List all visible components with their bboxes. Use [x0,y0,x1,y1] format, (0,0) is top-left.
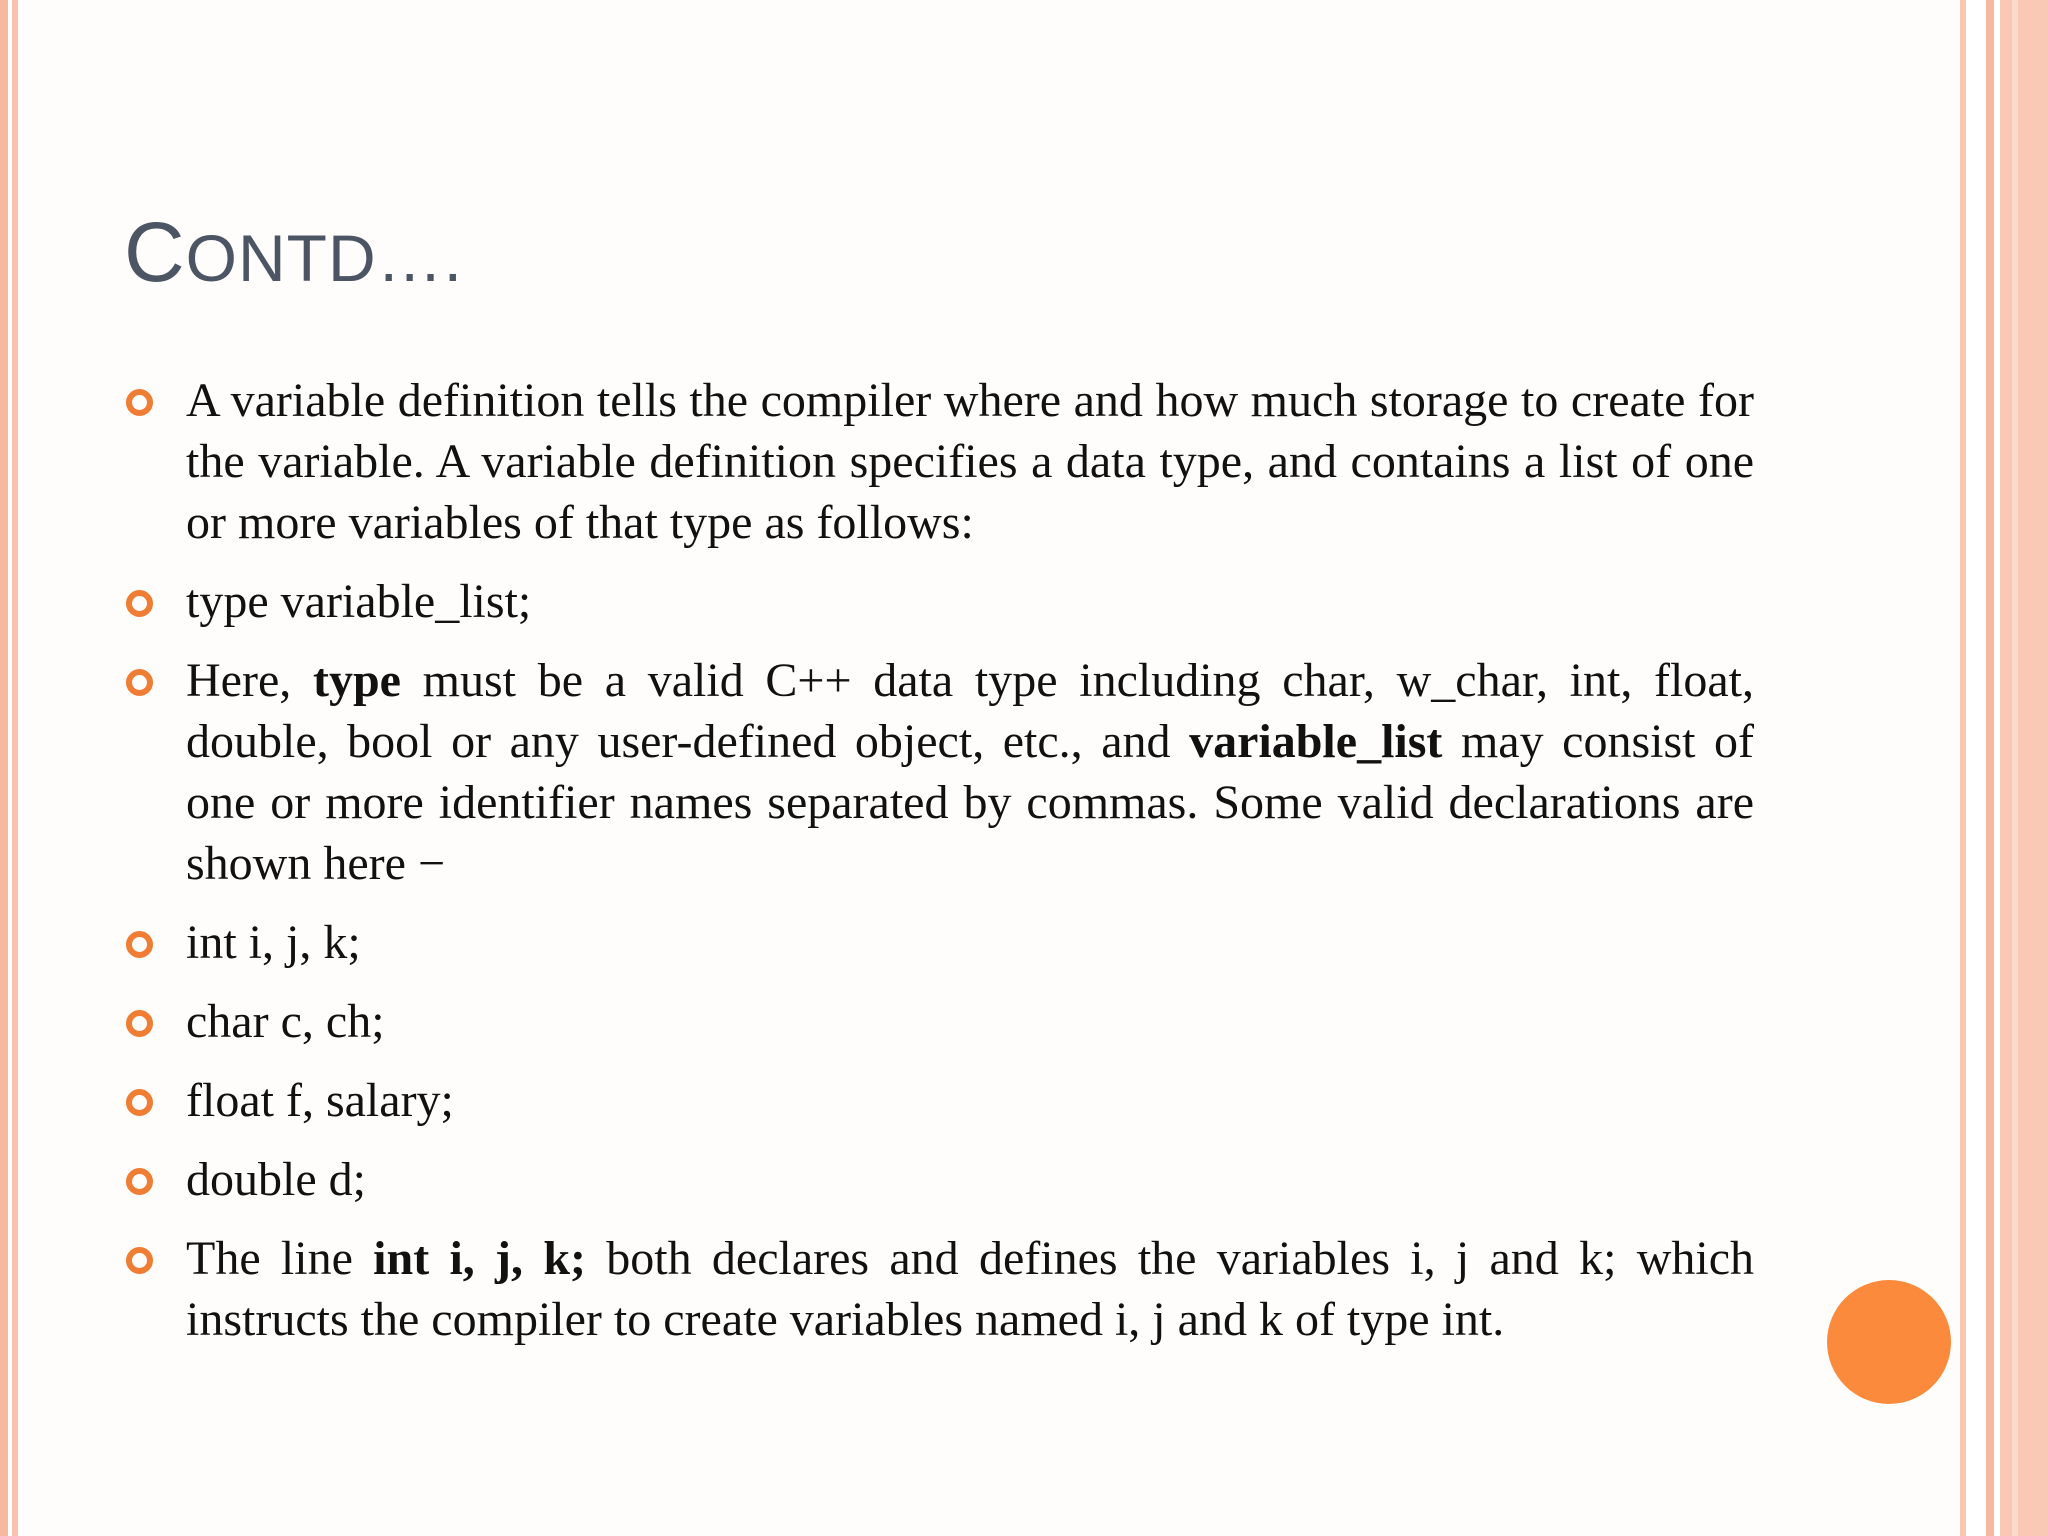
text-segment: char c, ch; [186,995,385,1048]
bullet-ring-icon [126,1010,153,1037]
bullet-item [124,1149,1754,1210]
right-stripe-gap [1966,0,1986,1536]
text-segment: may consist of one or more identifier names separated by commas. Some valid declarations are shown here − [186,715,1755,890]
bullet-text [186,370,1754,553]
bold-text: int i, j, k; [373,1232,586,1285]
text-segment: both declares and defines the variables i, j and k; which instructs the compiler to create variables named i, j and k of type int. [186,1232,1754,1346]
right-margin-highlight [2012,0,2018,1536]
bullet-item [124,650,1754,894]
bullet-list [124,370,1754,1368]
text-segment: type variable_list; [186,575,532,628]
bullet-item [124,912,1754,973]
title-rest: ONTD…. [185,221,463,295]
bullet-ring-icon [126,1247,153,1274]
bullet-text [186,571,1754,632]
right-margin-band [2000,0,2048,1536]
bullet-ring-icon [126,1089,153,1116]
left-stripe [0,0,8,1536]
text-segment: int i, j, k; [186,916,361,969]
bullet-item [124,991,1754,1052]
bold-text: type [312,654,401,707]
text-segment: A variable definition tells the compiler where and how much storage to create for the variable. A variable definition specifies a data type, and contains a list of one or more variables of that type as follows: [186,374,1754,549]
bullet-item [124,1228,1754,1350]
text-segment: double d; [186,1153,366,1206]
bullet-text [186,1070,1754,1131]
bullet-text [186,1228,1754,1350]
bullet-ring-icon [126,389,153,416]
decorative-orange-circle [1827,1280,1951,1404]
text-segment: must be a valid C++ data type including char, w_char, int, float, double, bool or any user-defined object, etc., and [186,654,1754,768]
bullet-text [186,650,1754,894]
bullet-text [186,991,1754,1052]
slide-title [124,205,463,299]
text-segment: float f, salary; [186,1074,454,1127]
bullet-ring-icon [126,590,153,617]
bullet-ring-icon [126,669,153,696]
bullet-ring-icon [126,1168,153,1195]
title-initial: C [124,205,186,299]
bullet-item [124,370,1754,553]
bullet-item [124,571,1754,632]
bullet-text [186,1149,1754,1210]
bold-text: variable_list [1189,715,1443,768]
bullet-ring-icon [126,931,153,958]
text-segment: Here, [186,654,313,707]
bullet-text [186,912,1754,973]
right-stripe [1986,0,1994,1536]
text-segment: The line [186,1232,374,1285]
bullet-item [124,1070,1754,1131]
